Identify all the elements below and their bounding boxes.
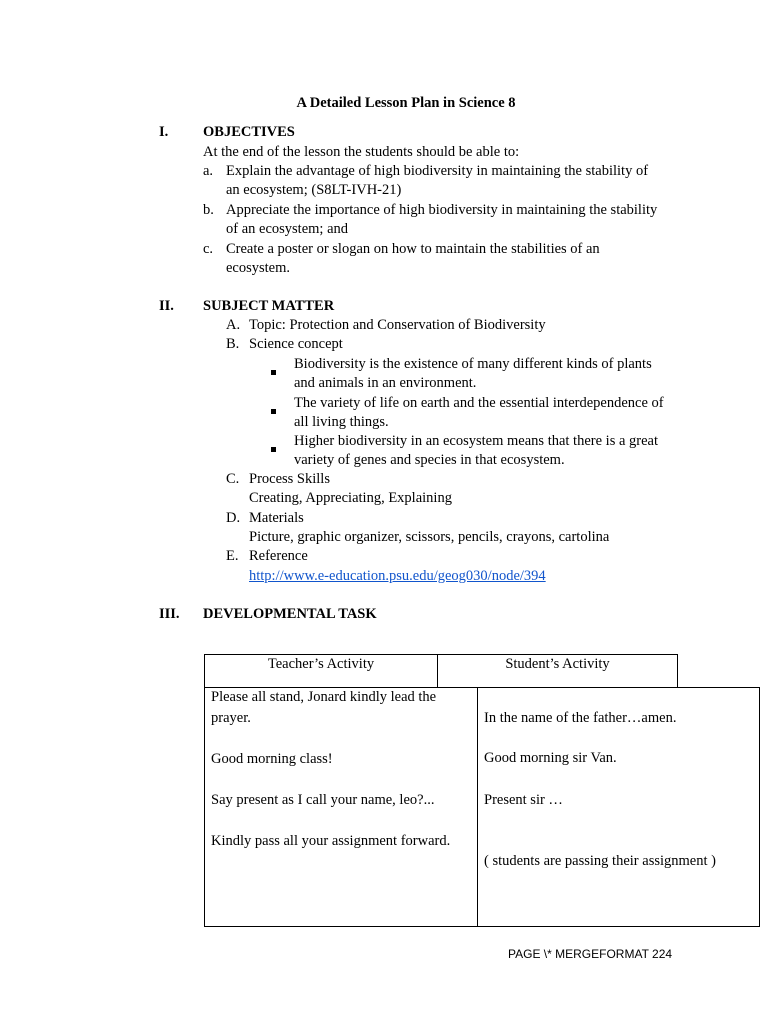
list-marker: D. (226, 510, 241, 526)
objective-marker: b. (203, 202, 214, 218)
objectives-intro: At the end of the lesson the students should be able to: (203, 144, 520, 160)
student-line: In the name of the father…amen. (484, 710, 677, 726)
teacher-header-label: Teacher’s Activity (267, 656, 375, 672)
student-activity-cell (477, 687, 760, 927)
section-number-objectives: I. (159, 124, 169, 140)
list-marker: A. (226, 317, 241, 333)
list-marker: E. (226, 548, 239, 564)
teacher-line: Say present as I call your name, leo?... (211, 792, 435, 808)
reference-label: Reference (249, 548, 308, 564)
student-header-label: Student’s Activity (505, 656, 610, 672)
objective-text: Create a poster or slogan on how to maintain the stabilities of an (226, 241, 600, 257)
section-heading-developmental: DEVELOPMENTAL TASK (203, 606, 377, 622)
table-header-student (437, 654, 678, 688)
materials-detail: Picture, graphic organizer, scissors, pencils, crayons, cartolina (249, 529, 610, 545)
teacher-activity-cell (204, 687, 478, 927)
process-skills-detail: Creating, Appreciating, Explaining (249, 490, 452, 506)
concept-bullet-text: Biodiversity is the existence of many different kinds of plants (294, 356, 652, 372)
science-concept-label: Science concept (249, 336, 343, 352)
section-number-developmental: III. (159, 606, 180, 622)
document-title: A Detailed Lesson Plan in Science 8 (296, 95, 516, 111)
bullet-icon (271, 401, 276, 421)
teacher-line: prayer. (211, 710, 251, 726)
section-heading-subject-matter: SUBJECT MATTER (203, 298, 335, 314)
concept-bullet-text: Higher biodiversity in an ecosystem means that there is a great (294, 433, 659, 449)
section-heading-objectives: OBJECTIVES (203, 124, 295, 140)
page-footer: PAGE \* MERGEFORMAT 224 (508, 947, 673, 961)
concept-bullet-text-cont: variety of genes and species in that ecosystem. (294, 452, 565, 468)
concept-bullet-text-cont: and animals in an environment. (294, 375, 477, 391)
objective-text-cont: an ecosystem; (S8LT-IVH-21) (226, 182, 402, 198)
section-number-subject-matter: II. (159, 298, 174, 314)
table-header-teacher (204, 654, 438, 688)
objective-text-cont: of an ecosystem; and (226, 221, 349, 237)
materials-label: Materials (249, 510, 304, 526)
objective-marker: a. (203, 163, 214, 179)
objective-text: Appreciate the importance of high biodiversity in maintaining the stability (226, 202, 658, 218)
list-marker: B. (226, 336, 240, 352)
objective-marker: c. (203, 241, 214, 257)
teacher-line: Good morning class! (211, 751, 333, 767)
bullet-icon (271, 439, 276, 459)
topic-text: Topic: Protection and Conservation of Biodiversity (249, 317, 546, 333)
teacher-line: Kindly pass all your assignment forward. (211, 833, 451, 849)
objective-text: Explain the advantage of high biodiversity in maintaining the stability of (226, 163, 649, 179)
process-skills-label: Process Skills (249, 471, 330, 487)
bullet-icon (271, 362, 276, 382)
teacher-line: Please all stand, Jonard kindly lead the (211, 689, 437, 705)
student-line: ( students are passing their assignment ) (484, 853, 716, 869)
student-line: Good morning sir Van. (484, 750, 617, 766)
concept-bullet-text-cont: all living things. (294, 414, 389, 430)
student-line: Present sir … (484, 792, 563, 808)
reference-link[interactable]: http://www.e-education.psu.edu/geog030/node/394 (249, 568, 546, 584)
list-marker: C. (226, 471, 240, 487)
concept-bullet-text: The variety of life on earth and the essential interdependence of (294, 395, 664, 411)
objective-text-cont: ecosystem. (226, 260, 291, 276)
